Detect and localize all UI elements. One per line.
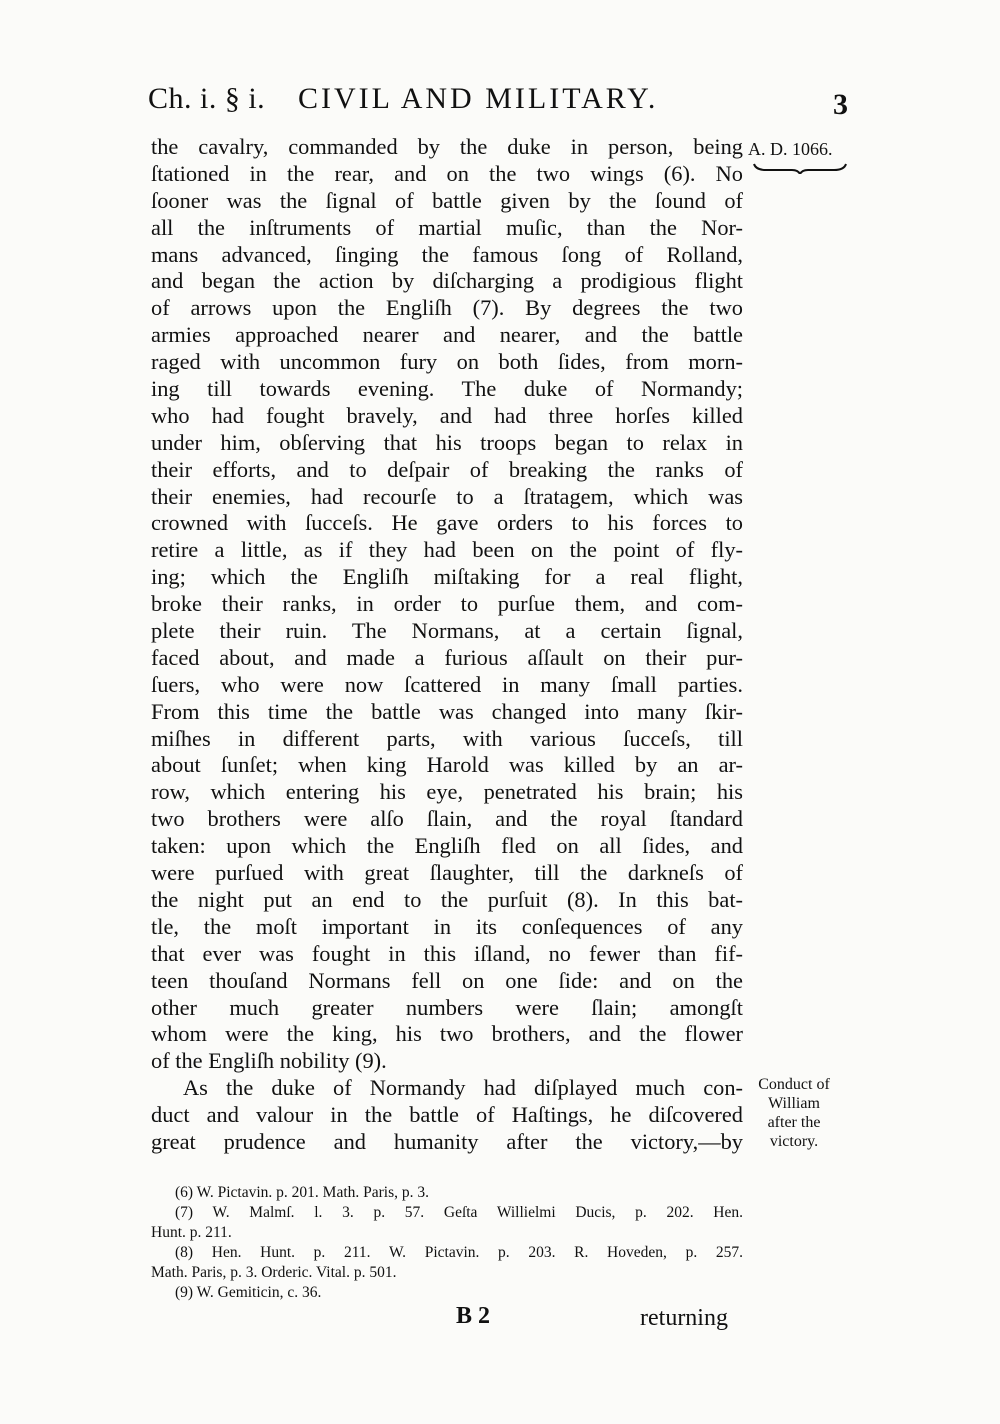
text-line: ing; which the Engliſh miſtaking for a real flight,: [151, 564, 743, 590]
text-line: under him, obſerving that his troops began to relax in: [151, 429, 743, 455]
text-line: ſtationed in the rear, and on the two wings (6). No: [151, 160, 743, 186]
margin-brace-icon: [752, 162, 848, 174]
text-line: of the Engliſh nobility (9).: [151, 1048, 387, 1074]
footnotes: [151, 1183, 743, 1303]
margin-note: [744, 1075, 844, 1151]
text-line: that ever was fought in this iſland, no fewer than fif-: [151, 940, 743, 966]
main-text: [151, 134, 743, 1156]
text-line: were purſued with great ſlaughter, till the darkneſs of: [151, 860, 743, 886]
footnote-line: (6) W. Pictavin. p. 201. Math. Paris, p. 3.: [175, 1184, 430, 1201]
signature-mark: B 2: [456, 1303, 491, 1329]
page-number: 3: [833, 88, 848, 121]
text-line: mans advanced, ſinging the famous ſong of Rolland,: [151, 241, 743, 267]
text-line: broke their ranks, in order to purſue them, and com-: [151, 591, 743, 617]
text-line: and began the action by diſcharging a prodigious flight: [151, 268, 743, 294]
text-line: armies approached nearer and nearer, and the battle: [151, 322, 743, 348]
text-line: two brothers were alſo ſlain, and the royal ſtandard: [151, 806, 743, 832]
running-title: CIVIL AND MILITARY.: [298, 82, 659, 115]
text-line: retire a little, as if they had been on the point of fly-: [151, 537, 743, 563]
text-line: their enemies, had recourſe to a ſtratagem, which was: [151, 483, 743, 509]
footnote-line: (9) W. Gemiticin, c. 36.: [175, 1284, 322, 1301]
text-line: As the duke of Normandy had diſplayed much con-: [183, 1075, 743, 1101]
margin-note-line: victory.: [769, 1133, 819, 1150]
text-line: of arrows upon the Engliſh (7). By degrees the two: [151, 295, 743, 321]
text-line: From this time the battle was changed into many ſkir-: [151, 698, 743, 724]
text-line: all the inſtruments of martial muſic, than the Nor-: [151, 214, 743, 240]
text-line: taken: upon which the Engliſh fled on all ſides, and: [151, 833, 743, 859]
footnote-line: Hunt. p. 211.: [151, 1224, 232, 1241]
text-line: great prudence and humanity after the victory,—by: [151, 1128, 743, 1154]
margin-note-line: after the: [767, 1114, 821, 1131]
text-line: ſuers, who were now ſcattered in many ſmall parties.: [151, 671, 743, 697]
text-line: ſooner was the ſignal of battle given by the ſound of: [151, 187, 743, 213]
chapter-reference: Ch. i. § i.: [148, 82, 266, 115]
text-line: plete their ruin. The Normans, at a certain ſignal,: [151, 618, 743, 644]
text-line: about ſunſet; when king Harold was killed by an ar-: [151, 752, 743, 778]
text-line: ing till towards evening. The duke of Normandy;: [151, 376, 743, 402]
text-line: duct and valour in the battle of Haſtings, he diſcovered: [151, 1102, 743, 1128]
text-line: tle, the moſt important in its conſequences of any: [151, 913, 743, 939]
text-line: teen thouſand Normans fell on one ſide: and on the: [151, 967, 743, 993]
text-line: the night put an end to the purſuit (8). In this bat-: [151, 886, 743, 912]
text-line: other much greater numbers were ſlain; amongſt: [151, 994, 743, 1020]
margin-note-line: William: [768, 1095, 820, 1112]
text-line: miſhes in different parts, with various ſucceſs, till: [151, 725, 743, 751]
text-line: the cavalry, commanded by the duke in person, being: [151, 134, 743, 159]
running-header: [146, 82, 846, 122]
catchword: returning: [640, 1305, 728, 1331]
text-line: faced about, and made a furious aſſault on their pur-: [151, 644, 743, 670]
text-line: whom were the king, his two brothers, and the flower: [151, 1021, 743, 1047]
text-line: row, which entering his eye, penetrated his brain; his: [151, 779, 743, 805]
footnote-line: Math. Paris, p. 3. Orderic. Vital. p. 501.: [151, 1264, 397, 1281]
margin-date-note: A. D. 1066.: [748, 139, 833, 159]
margin-note-line: Conduct of: [758, 1076, 830, 1093]
text-line: their efforts, and to deſpair of breaking the ranks of: [151, 456, 743, 482]
text-line: crowned with ſucceſs. He gave orders to his forces to: [151, 510, 743, 536]
footnote-line: (8) Hen. Hunt. p. 211. W. Pictavin. p. 203. R. Hoveden, p. 257.: [175, 1244, 743, 1261]
footnote-line: (7) W. Malmſ. l. 3. p. 57. Geſta Willielmi Ducis, p. 202. Hen.: [175, 1204, 743, 1221]
text-line: who had fought bravely, and had three horſes killed: [151, 402, 743, 428]
text-line: raged with uncommon fury on both ſides, from morn-: [151, 349, 743, 375]
